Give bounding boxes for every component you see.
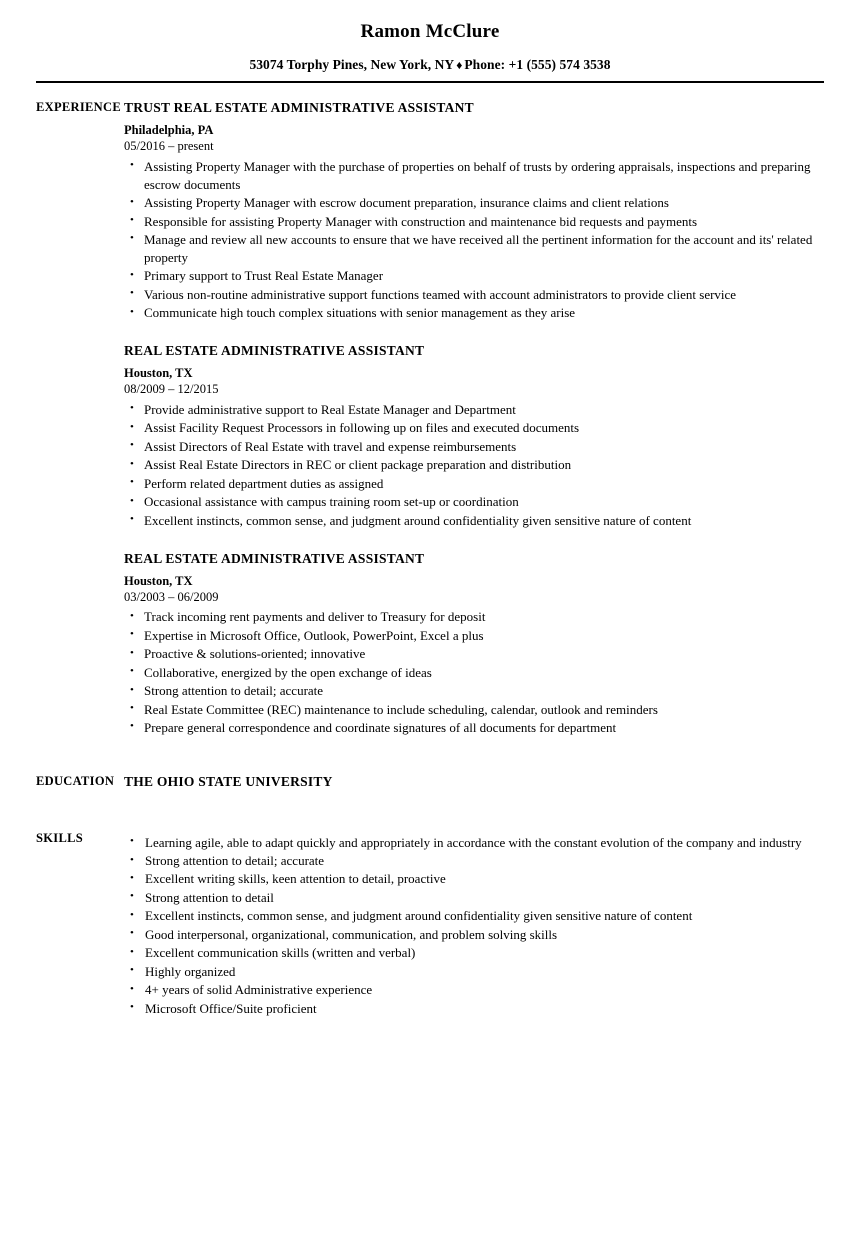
bullet-item: • Good interpersonal, organizational, communication, and problem solving skills xyxy=(124,926,818,944)
job-dates: 03/2003 – 06/2009 xyxy=(124,589,219,604)
job-title: REAL ESTATE ADMINISTRATIVE ASSISTANT xyxy=(124,343,425,359)
bullet-item: • Occasional assistance with campus training room set-up or coordination xyxy=(124,493,818,511)
bullet-item: • Expertise in Microsoft Office, Outlook, PowerPoint, Excel a plus xyxy=(124,627,818,645)
bullet-item: • Primary support to Trust Real Estate Manager xyxy=(124,267,818,285)
bullet-item: • Excellent instincts, common sense, and judgment around confidentiality given sensitive nature of content xyxy=(124,512,818,530)
job-entry xyxy=(124,551,818,737)
bullet-item: • Proactive & solutions-oriented; innovative xyxy=(124,645,818,663)
bullet-item: • Assisting Property Manager with escrow document preparation, insurance claims and client relations xyxy=(124,194,818,212)
bullet-item: • Responsible for assisting Property Manager with construction and maintenance bid requests and payments xyxy=(124,213,818,231)
bullet-item: • Excellent communication skills (written and verbal) xyxy=(124,944,818,962)
resume-header xyxy=(0,0,860,83)
job-location: Philadelphia, PA xyxy=(124,123,214,138)
skills-entries xyxy=(124,831,860,1018)
job-entry xyxy=(124,343,818,529)
bullet-item: • Strong attention to detail; accurate xyxy=(124,852,818,870)
job-bullet-list xyxy=(124,401,818,530)
bullet-item: • Track incoming rent payments and deliver to Treasury for deposit xyxy=(124,608,818,626)
job-bullet-list xyxy=(124,158,818,322)
bullet-item: • Strong attention to detail xyxy=(124,889,818,907)
job-title: REAL ESTATE ADMINISTRATIVE ASSISTANT xyxy=(124,550,425,566)
bullet-item: • Real Estate Committee (REC) maintenance to include scheduling, calendar, outlook and reminders xyxy=(124,701,818,719)
skills-bullet-list xyxy=(124,834,818,1018)
bullet-item: • Highly organized xyxy=(124,963,818,981)
contact-address: 53074 Torphy Pines, New York, NY xyxy=(249,56,455,72)
bullet-item: • Perform related department duties as assigned xyxy=(124,475,818,493)
bullet-item: • Prepare general correspondence and coordinate signatures of all documents for department xyxy=(124,719,818,737)
header-divider xyxy=(36,81,824,83)
job-bullet-list xyxy=(124,608,818,737)
bullet-item: • Assist Directors of Real Estate with travel and expense reimbursements xyxy=(124,438,818,456)
bullet-item: • Learning agile, able to adapt quickly and appropriately in accordance with the constant evolution of the company and industry xyxy=(124,834,818,852)
job-title: TRUST REAL ESTATE ADMINISTRATIVE ASSISTANT xyxy=(124,99,474,115)
bullet-item: • Various non-routine administrative support functions teamed with account administrators to provide client service xyxy=(124,286,818,304)
education-school: THE OHIO STATE UNIVERSITY xyxy=(124,774,333,790)
education-entries xyxy=(124,774,860,790)
section-education xyxy=(0,774,860,790)
bullet-item: • Strong attention to detail; accurate xyxy=(124,682,818,700)
bullet-item: • Excellent instincts, common sense, and judgment around confidentiality given sensitive nature of content xyxy=(124,907,818,925)
candidate-name: Ramon McClure xyxy=(360,21,500,42)
bullet-item: • 4+ years of solid Administrative experience xyxy=(124,981,818,999)
section-skills xyxy=(0,831,860,1018)
bullet-item: • Collaborative, energized by the open exchange of ideas xyxy=(124,664,818,682)
bullet-item: • Provide administrative support to Real Estate Manager and Department xyxy=(124,401,818,419)
section-label-education: EDUCATION xyxy=(36,774,115,789)
bullet-item: • Excellent writing skills, keen attention to detail, proactive xyxy=(124,870,818,888)
section-label-skills: SKILLS xyxy=(36,830,83,845)
section-label-experience: EXPERIENCE xyxy=(36,99,121,114)
contact-line xyxy=(0,57,860,73)
bullet-item: • Communicate high touch complex situations with senior management as they arise xyxy=(124,304,818,322)
job-location: Houston, TX xyxy=(124,366,193,381)
bullet-item: • Assist Real Estate Directors in REC or client package preparation and distribution xyxy=(124,456,818,474)
job-entry xyxy=(124,100,818,322)
job-location: Houston, TX xyxy=(124,573,193,588)
bullet-item: • Microsoft Office/Suite proficient xyxy=(124,1000,818,1018)
diamond-separator-icon: ♦ xyxy=(456,57,463,72)
contact-phone: Phone: +1 (555) 574 3538 xyxy=(464,56,611,72)
bullet-item: • Assisting Property Manager with the purchase of properties on behalf of trusts by ordering appraisals, inspections and preparing escrow documents xyxy=(124,158,818,194)
bullet-item: • Manage and review all new accounts to ensure that we have received all the pertinent information for the account and its' related property xyxy=(124,231,818,267)
bullet-item: • Assist Facility Request Processors in following up on files and executed documents xyxy=(124,419,818,437)
job-dates: 08/2009 – 12/2015 xyxy=(124,382,219,397)
job-dates: 05/2016 – present xyxy=(124,139,214,154)
experience-entries xyxy=(124,100,860,738)
section-experience xyxy=(0,100,860,738)
